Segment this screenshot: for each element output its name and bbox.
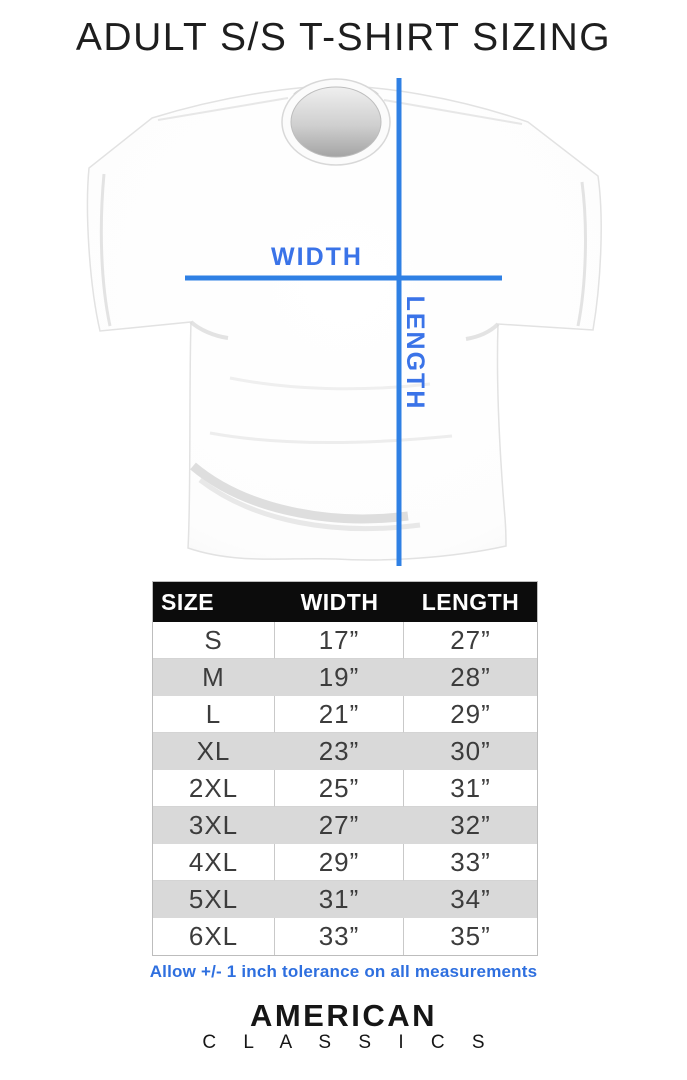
width-cell: 25” xyxy=(275,770,404,807)
length-cell: 29” xyxy=(404,696,537,733)
size-cell: 2XL xyxy=(153,770,275,807)
brand-logo xyxy=(0,1000,687,1052)
size-cell: XL xyxy=(153,733,275,770)
width-cell: 29” xyxy=(275,844,404,881)
width-cell: 21” xyxy=(275,696,404,733)
table-row xyxy=(153,733,537,770)
length-cell: 30” xyxy=(404,733,537,770)
length-label: LENGTH xyxy=(401,295,429,411)
table-row xyxy=(153,881,537,918)
length-cell: 27” xyxy=(404,622,537,659)
brand-name-classics: C L A S S I C S xyxy=(202,1032,496,1053)
size-cell: M xyxy=(153,659,275,696)
width-cell: 17” xyxy=(275,622,404,659)
length-cell: 34” xyxy=(404,881,537,918)
column-header-width: WIDTH xyxy=(300,589,379,615)
size-cell: 4XL xyxy=(153,844,275,881)
width-cell: 27” xyxy=(275,807,404,844)
table-row xyxy=(153,659,537,696)
brand-name-american: AMERICAN xyxy=(249,998,438,1033)
collar-opening xyxy=(291,87,381,157)
size-table-header xyxy=(153,582,537,622)
length-cell: 33” xyxy=(404,844,537,881)
size-cell: S xyxy=(153,622,275,659)
length-cell: 28” xyxy=(404,659,537,696)
width-label: WIDTH xyxy=(271,243,363,271)
column-header-length: LENGTH xyxy=(421,589,520,615)
size-cell: 6XL xyxy=(153,918,275,955)
table-row xyxy=(153,622,537,659)
table-row xyxy=(153,807,537,844)
width-cell: 33” xyxy=(275,918,404,955)
size-cell: 3XL xyxy=(153,807,275,844)
page-title: ADULT S/S T-SHIRT SIZING xyxy=(75,16,612,59)
tolerance-note: Allow +/- 1 inch tolerance on all measurements xyxy=(149,962,538,981)
width-cell: 31” xyxy=(275,881,404,918)
tshirt-graphic xyxy=(87,79,601,560)
table-row xyxy=(153,844,537,881)
size-cell: L xyxy=(153,696,275,733)
size-table xyxy=(152,581,538,956)
length-cell: 35” xyxy=(450,921,491,951)
table-row xyxy=(153,696,537,733)
tshirt-diagram xyxy=(0,78,687,570)
table-row xyxy=(153,918,537,955)
length-cell: 31” xyxy=(404,770,537,807)
table-row xyxy=(153,770,537,807)
column-header-size: SIZE xyxy=(161,589,215,615)
width-cell: 23” xyxy=(275,733,404,770)
width-cell: 19” xyxy=(275,659,404,696)
length-cell: 32” xyxy=(404,807,537,844)
size-cell: 5XL xyxy=(153,881,275,918)
